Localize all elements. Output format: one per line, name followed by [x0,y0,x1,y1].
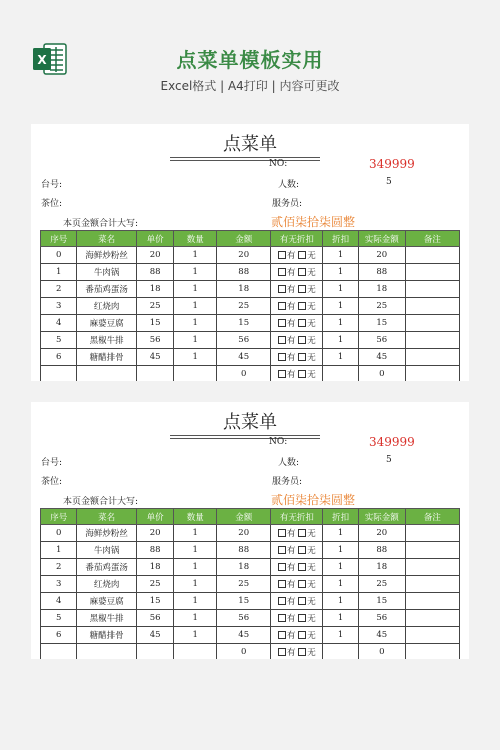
col-note-cell [405,542,459,559]
col-amount-cell: 18 [217,559,271,576]
table-row [41,366,460,382]
page-title: 点菜单模板实用 [176,48,324,72]
checkbox-yes[interactable] [278,353,286,361]
col-no-cell: 1 [41,542,77,559]
col-quantity-cell: 1 [174,542,217,559]
col-price-cell: 15 [136,315,174,332]
total-amount: 贰佰柒拾柒圆整 [271,493,356,507]
tea-label: 茶位: [41,199,63,209]
col-discount-header: 折扣 [323,509,358,525]
option-yes-label: 有 [286,648,296,658]
option-no-label: 无 [307,529,316,539]
col-amount-cell: 18 [217,281,271,298]
total-label: 本页金额合计大写: [63,497,139,507]
checkbox-yes[interactable] [278,614,286,622]
col-discount-flag-cell [271,349,323,366]
col-dish-name-cell [77,644,136,660]
col-discount-flag-cell [271,366,323,382]
sheet-title: 点菜单 [223,134,277,155]
col-quantity-header: 数量 [174,231,217,247]
people-label: 人数: [278,458,300,468]
table-row [41,264,460,281]
col-amount-cell: 15 [217,593,271,610]
no-label: NO: [269,437,288,447]
col-no-header: 序号 [41,509,77,525]
checkbox-no[interactable] [298,336,306,344]
option-no-label: 无 [307,614,316,624]
checkbox-yes[interactable] [278,648,286,656]
table-row [41,332,460,349]
checkbox-no[interactable] [298,285,306,293]
table-row [41,559,460,576]
checkbox-no[interactable] [298,302,306,310]
col-no-cell: 4 [41,315,77,332]
col-dish-name-cell: 牛肉锅 [77,264,136,281]
page-header [0,0,500,120]
col-discount-header: 折扣 [323,231,358,247]
col-quantity-cell [174,644,217,660]
col-discount-flag-cell [271,315,323,332]
col-discount-cell [323,366,358,382]
title-underline [170,435,320,439]
table-row [41,247,460,264]
table-row [41,315,460,332]
col-quantity-cell: 1 [174,559,217,576]
col-price-cell: 20 [136,247,174,264]
option-yes-label: 有 [286,580,296,590]
col-price-cell: 56 [136,610,174,627]
col-actual-amount-header: 实际金额 [358,231,405,247]
option-no-label: 无 [307,648,316,658]
option-no-label: 无 [307,370,316,380]
col-price-cell: 20 [136,525,174,542]
col-quantity-header: 数量 [174,509,217,525]
col-note-cell [405,332,459,349]
col-discount-cell: 1 [323,349,358,366]
col-dish-name-cell: 糖醋排骨 [77,627,136,644]
col-actual-amount-cell: 15 [358,315,405,332]
col-discount-cell: 1 [323,281,358,298]
col-note-cell [405,264,459,281]
col-discount-cell: 1 [323,298,358,315]
checkbox-no[interactable] [298,268,306,276]
tea-label: 茶位: [41,477,63,487]
option-no-label: 无 [307,580,316,590]
col-discount-flag-cell [271,247,323,264]
col-price-cell: 18 [136,281,174,298]
col-amount-cell: 0 [217,644,271,660]
total-label: 本页金额合计大写: [63,219,139,229]
checkbox-yes[interactable] [278,268,286,276]
col-dish-name-cell: 红烧肉 [77,298,136,315]
col-amount-header: 金额 [217,509,271,525]
table-number-label: 台号: [41,458,63,468]
checkbox-yes[interactable] [278,597,286,605]
col-discount-cell: 1 [323,264,358,281]
checkbox-yes[interactable] [278,319,286,327]
col-amount-cell: 0 [217,366,271,382]
col-no-cell [41,644,77,660]
col-price-cell: 56 [136,332,174,349]
option-yes-label: 有 [286,336,296,346]
col-amount-header: 金额 [217,231,271,247]
col-no-cell: 6 [41,349,77,366]
option-yes-label: 有 [286,597,296,607]
col-price-cell: 25 [136,576,174,593]
col-dish-name-cell: 番茄鸡蛋汤 [77,281,136,298]
col-actual-amount-cell: 20 [358,525,405,542]
option-yes-label: 有 [286,268,296,278]
checkbox-yes[interactable] [278,336,286,344]
waiter-label: 服务员: [272,199,303,209]
page-subtitle: Excel格式 | A4打印 | 内容可更改 [160,79,340,93]
col-discount-flag-cell [271,644,323,660]
col-quantity-cell: 1 [174,610,217,627]
svg-text:X: X [37,53,47,67]
col-amount-cell: 56 [217,332,271,349]
col-discount-cell: 1 [323,576,358,593]
checkbox-no[interactable] [298,251,306,259]
col-actual-amount-cell: 0 [358,644,405,660]
col-price-cell: 88 [136,542,174,559]
col-price-cell [136,366,174,382]
col-discount-flag-cell [271,559,323,576]
table-header-row [41,231,460,247]
col-actual-amount-cell: 25 [358,298,405,315]
table-row [41,644,460,660]
col-price-cell: 25 [136,298,174,315]
col-note-cell [405,366,459,382]
col-amount-cell: 45 [217,349,271,366]
col-actual-amount-cell: 45 [358,627,405,644]
option-no-label: 无 [307,268,316,278]
col-note-cell [405,525,459,542]
col-no-cell [41,366,77,382]
option-yes-label: 有 [286,251,296,261]
col-discount-cell: 1 [323,332,358,349]
col-no-cell: 1 [41,264,77,281]
col-actual-amount-cell: 56 [358,332,405,349]
col-dish-name-cell: 海鲜炒粉丝 [77,247,136,264]
col-note-cell [405,281,459,298]
checkbox-no[interactable] [298,648,306,656]
col-quantity-cell: 1 [174,247,217,264]
option-yes-label: 有 [286,319,296,329]
table-body [41,247,460,382]
col-discount-cell [323,644,358,660]
col-quantity-cell: 1 [174,349,217,366]
table-row [41,525,460,542]
col-amount-cell: 15 [217,315,271,332]
col-dish-name-header: 菜名 [77,509,136,525]
col-no-cell: 3 [41,298,77,315]
col-price-cell: 15 [136,593,174,610]
table-row [41,627,460,644]
col-price-cell: 45 [136,627,174,644]
checkbox-no[interactable] [298,319,306,327]
col-quantity-cell: 1 [174,593,217,610]
checkbox-yes[interactable] [278,251,286,259]
option-no-label: 无 [307,631,316,641]
col-discount-cell: 1 [323,315,358,332]
col-no-cell: 5 [41,610,77,627]
table-number-label: 台号: [41,180,63,190]
checkbox-yes[interactable] [278,546,286,554]
col-dish-name-cell: 麻婆豆腐 [77,593,136,610]
col-actual-amount-cell: 18 [358,559,405,576]
col-discount-flag-cell [271,542,323,559]
col-price-header: 单价 [136,509,174,525]
col-price-cell: 88 [136,264,174,281]
checkbox-yes[interactable] [278,580,286,588]
col-quantity-cell: 1 [174,627,217,644]
col-note-header: 备注 [405,509,459,525]
title-underline [170,157,320,161]
col-price-cell [136,644,174,660]
col-no-cell: 3 [41,576,77,593]
col-discount-flag-cell [271,627,323,644]
col-quantity-cell: 1 [174,525,217,542]
option-yes-label: 有 [286,614,296,624]
col-discount-cell: 1 [323,627,358,644]
col-price-header: 单价 [136,231,174,247]
col-no-cell: 6 [41,627,77,644]
col-note-cell [405,644,459,660]
people-label: 人数: [278,180,300,190]
col-note-cell [405,298,459,315]
checkbox-no[interactable] [298,631,306,639]
table-row [41,593,460,610]
people-count: 5 [386,177,392,187]
table-body [41,525,460,660]
checkbox-no[interactable] [298,529,306,537]
col-price-cell: 18 [136,559,174,576]
col-amount-cell: 88 [217,264,271,281]
col-no-cell: 4 [41,593,77,610]
col-quantity-cell: 1 [174,264,217,281]
col-discount-cell: 1 [323,542,358,559]
checkbox-no[interactable] [298,370,306,378]
col-actual-amount-cell: 56 [358,610,405,627]
checkbox-no[interactable] [298,580,306,588]
col-discount-flag-cell [271,264,323,281]
col-note-cell [405,610,459,627]
col-amount-cell: 20 [217,525,271,542]
col-actual-amount-cell: 20 [358,247,405,264]
col-amount-cell: 56 [217,610,271,627]
col-discount-flag-cell [271,281,323,298]
table-row [41,349,460,366]
col-discount-cell: 1 [323,593,358,610]
col-quantity-cell: 1 [174,315,217,332]
checkbox-yes[interactable] [278,302,286,310]
col-quantity-cell: 1 [174,332,217,349]
option-no-label: 无 [307,546,316,556]
option-no-label: 无 [307,353,316,363]
col-discount-cell: 1 [323,525,358,542]
col-actual-amount-cell: 45 [358,349,405,366]
col-actual-amount-cell: 15 [358,593,405,610]
order-sheet-1 [31,124,469,381]
checkbox-yes[interactable] [278,529,286,537]
col-no-header: 序号 [41,231,77,247]
col-discount-flag-cell [271,576,323,593]
col-dish-name-cell: 黑椒牛排 [77,610,136,627]
option-yes-label: 有 [286,563,296,573]
col-actual-amount-cell: 88 [358,264,405,281]
sheet-title: 点菜单 [223,412,277,433]
col-note-cell [405,315,459,332]
col-discount-flag-cell [271,593,323,610]
option-yes-label: 有 [286,529,296,539]
col-dish-name-cell: 黑椒牛排 [77,332,136,349]
col-note-header: 备注 [405,231,459,247]
col-no-cell: 0 [41,525,77,542]
col-discount-flag-header: 有无折扣 [271,231,323,247]
col-dish-name-cell: 牛肉锅 [77,542,136,559]
col-discount-cell: 1 [323,610,358,627]
col-note-cell [405,247,459,264]
checkbox-no[interactable] [298,614,306,622]
checkbox-yes[interactable] [278,631,286,639]
option-no-label: 无 [307,251,316,261]
col-no-cell: 2 [41,559,77,576]
option-no-label: 无 [307,302,316,312]
option-no-label: 无 [307,319,316,329]
order-sheet-2 [31,402,469,659]
col-actual-amount-cell: 88 [358,542,405,559]
col-actual-amount-header: 实际金额 [358,509,405,525]
col-amount-cell: 25 [217,298,271,315]
table-row [41,281,460,298]
col-dish-name-cell: 麻婆豆腐 [77,315,136,332]
option-yes-label: 有 [286,302,296,312]
people-count: 5 [386,455,392,465]
col-no-cell: 5 [41,332,77,349]
col-discount-cell: 1 [323,559,358,576]
option-yes-label: 有 [286,353,296,363]
col-note-cell [405,559,459,576]
col-amount-cell: 45 [217,627,271,644]
col-discount-flag-cell [271,332,323,349]
option-yes-label: 有 [286,370,296,380]
col-no-cell: 2 [41,281,77,298]
option-yes-label: 有 [286,631,296,641]
option-no-label: 无 [307,285,316,295]
col-amount-cell: 25 [217,576,271,593]
col-discount-flag-cell [271,610,323,627]
table-row [41,542,460,559]
col-note-cell [405,576,459,593]
option-no-label: 无 [307,563,316,573]
checkbox-no[interactable] [298,546,306,554]
col-dish-name-cell [77,366,136,382]
checkbox-no[interactable] [298,563,306,571]
col-quantity-cell: 1 [174,281,217,298]
col-note-cell [405,627,459,644]
col-dish-name-header: 菜名 [77,231,136,247]
col-actual-amount-cell: 18 [358,281,405,298]
order-number: 349999 [369,157,415,171]
order-table [40,230,460,381]
col-note-cell [405,593,459,610]
col-amount-cell: 88 [217,542,271,559]
checkbox-no[interactable] [298,353,306,361]
col-dish-name-cell: 番茄鸡蛋汤 [77,559,136,576]
col-no-cell: 0 [41,247,77,264]
col-actual-amount-cell: 25 [358,576,405,593]
no-label: NO: [269,159,288,169]
checkbox-no[interactable] [298,597,306,605]
table-row [41,610,460,627]
table-header-row [41,509,460,525]
col-discount-flag-header: 有无折扣 [271,509,323,525]
col-amount-cell: 20 [217,247,271,264]
col-quantity-cell: 1 [174,298,217,315]
col-price-cell: 45 [136,349,174,366]
table-row [41,576,460,593]
option-yes-label: 有 [286,285,296,295]
waiter-label: 服务员: [272,477,303,487]
col-note-cell [405,349,459,366]
total-amount: 贰佰柒拾柒圆整 [271,215,356,229]
table-row [41,298,460,315]
col-quantity-cell: 1 [174,576,217,593]
col-dish-name-cell: 海鲜炒粉丝 [77,525,136,542]
option-no-label: 无 [307,597,316,607]
checkbox-yes[interactable] [278,563,286,571]
checkbox-yes[interactable] [278,370,286,378]
order-table [40,508,460,659]
checkbox-yes[interactable] [278,285,286,293]
col-quantity-cell [174,366,217,382]
col-discount-cell: 1 [323,247,358,264]
col-dish-name-cell: 糖醋排骨 [77,349,136,366]
option-yes-label: 有 [286,546,296,556]
col-discount-flag-cell [271,525,323,542]
col-actual-amount-cell: 0 [358,366,405,382]
order-number: 349999 [369,435,415,449]
option-no-label: 无 [307,336,316,346]
col-discount-flag-cell [271,298,323,315]
col-dish-name-cell: 红烧肉 [77,576,136,593]
